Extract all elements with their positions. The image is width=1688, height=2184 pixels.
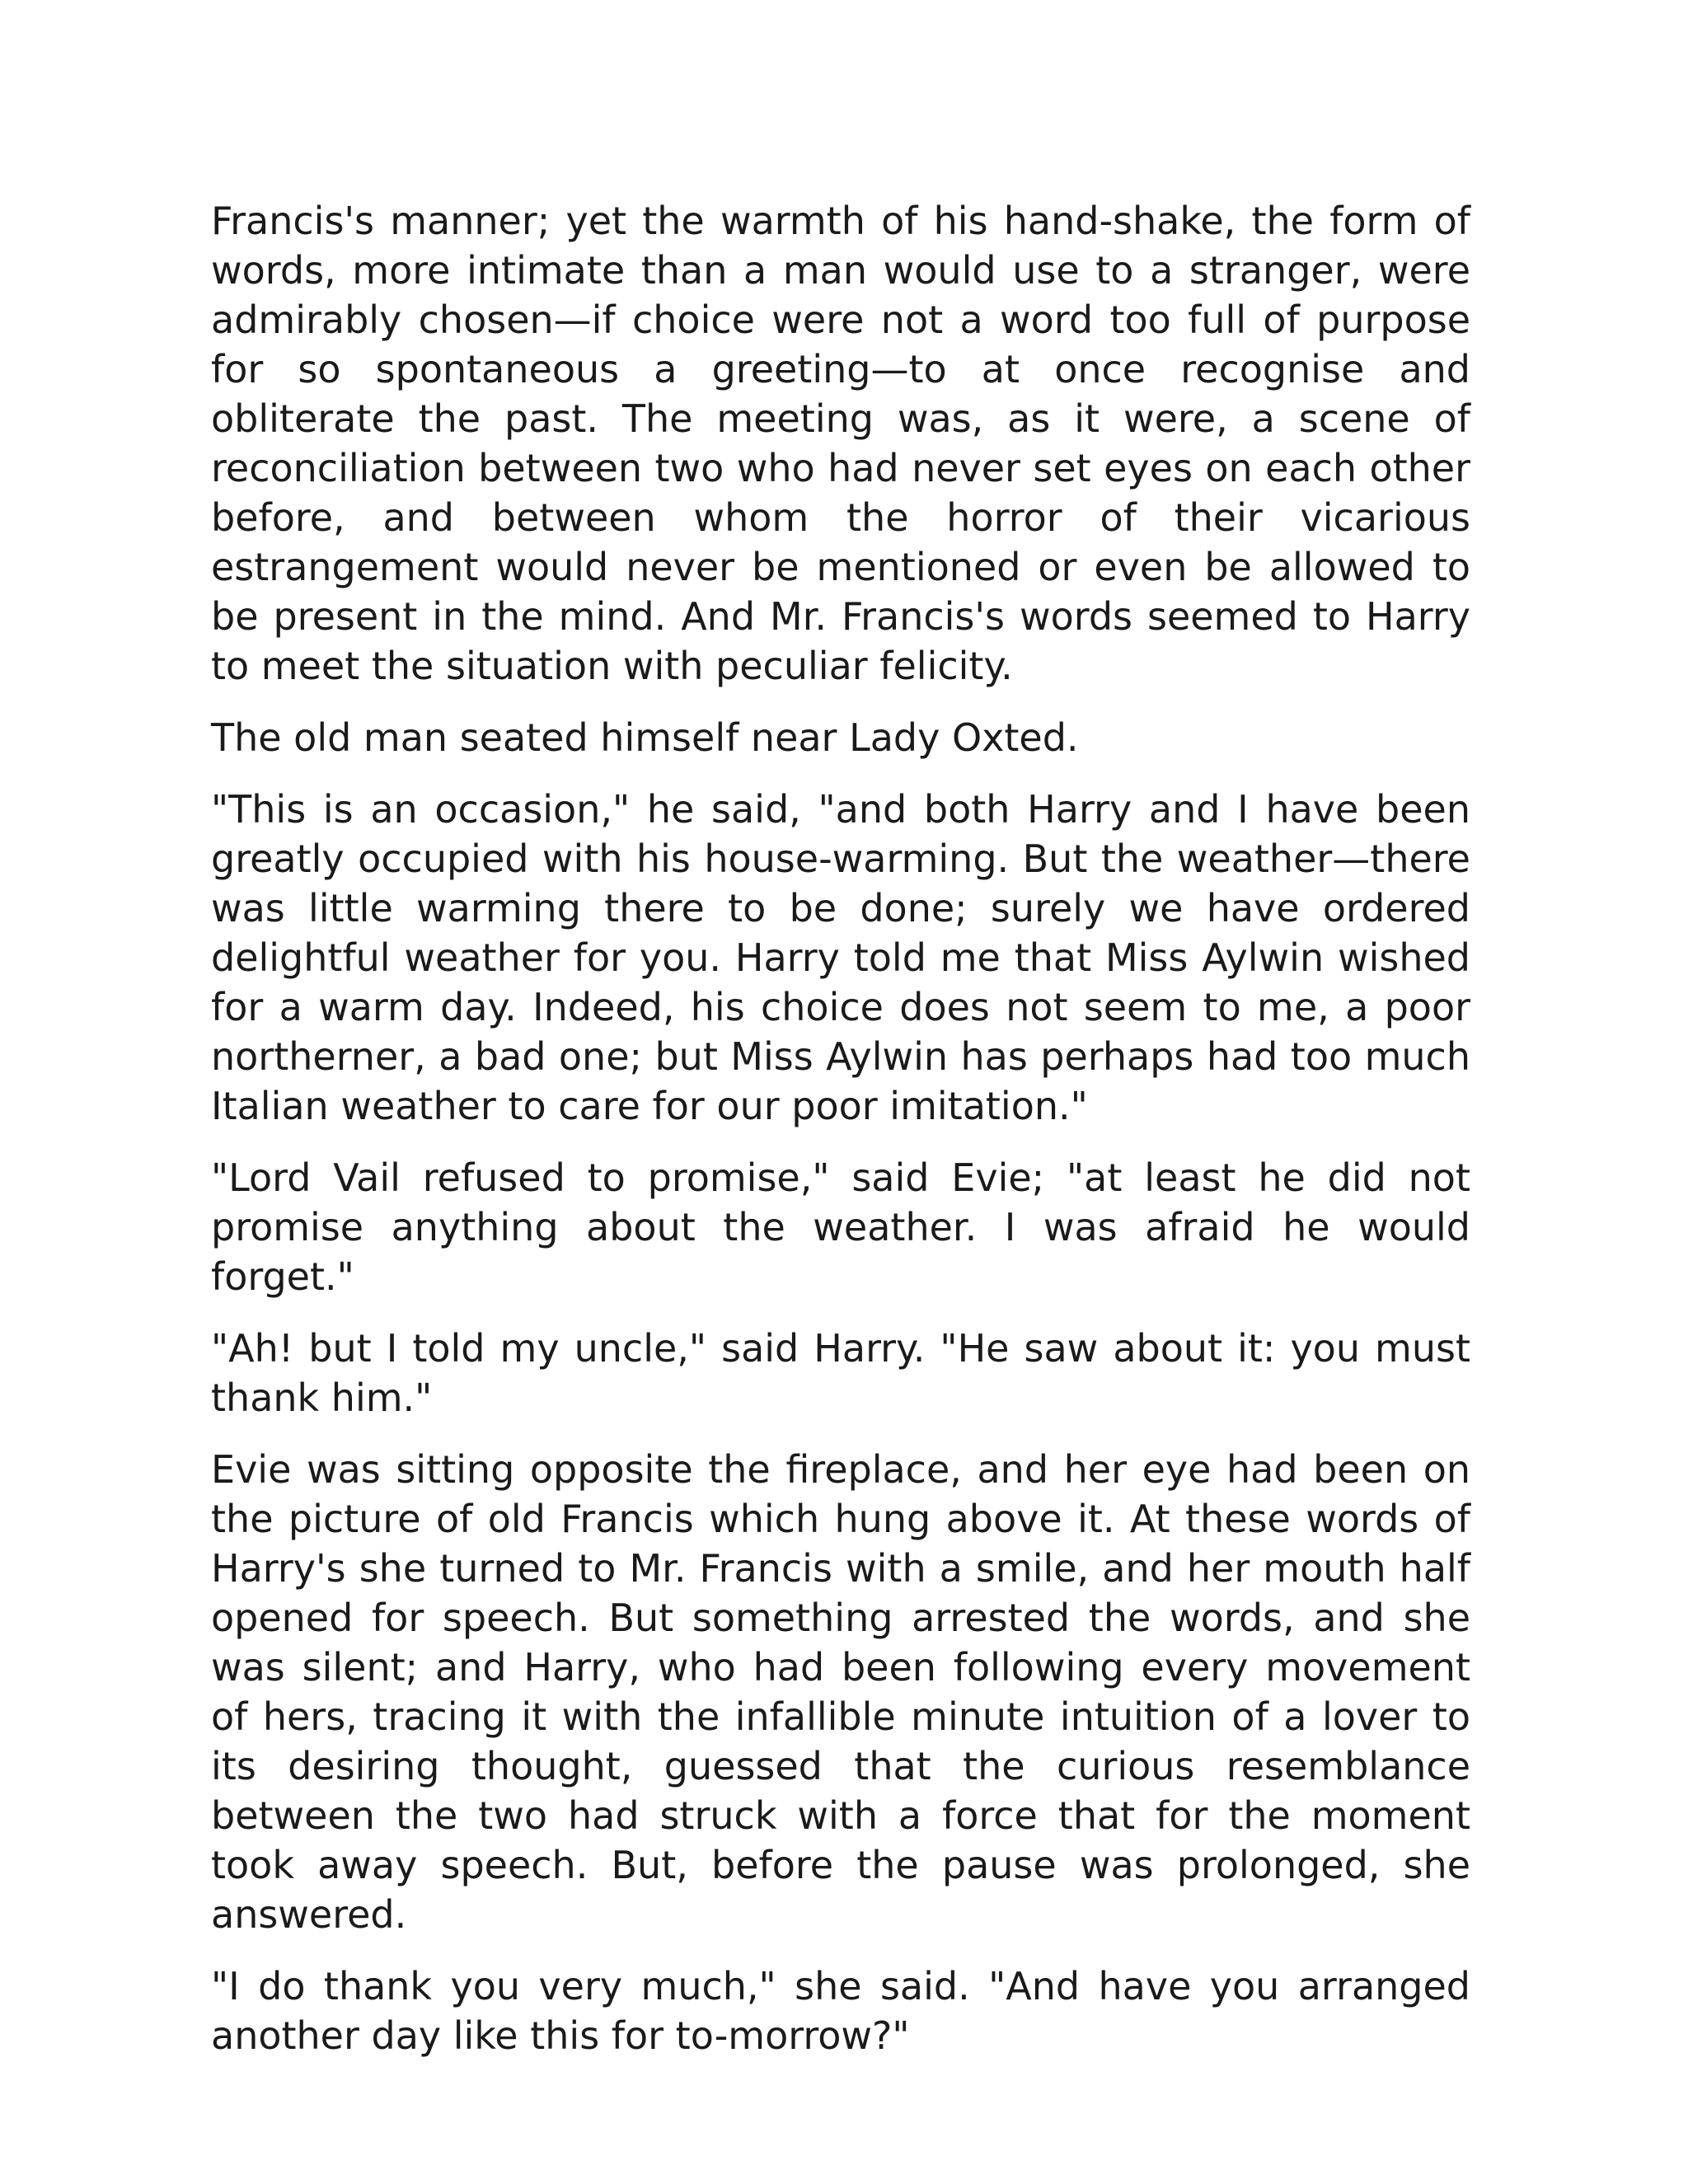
paragraph: "I do thank you very much," she said. "And have you arranged another day like this for to-morrow?" [211,1964,1470,2058]
paragraph: Evie was sitting opposite the fireplace, and her eye had been on the picture of old Francis which hung above it. At these words of Harry's she turned to Mr. Francis with a smile, and her mouth half opened for speech. But something arrested the words, and she was silent; and Harry, who had been following every movement of hers, tracing it with the infallible minute intuition of a lover to its desiring thought, guessed that the curious resemblance between the two had struck with a force that for the moment took away speech. But, before the pause was prolonged, she answered. [211,1447,1470,1937]
paragraph: The old man seated himself near Lady Oxted. [211,715,1079,760]
paragraph: "Lord Vail refused to promise," said Evie; "at least he did not promise anything about the weather. I was afraid he would forget." [211,1155,1470,1299]
body-text [211,196,1470,2083]
paragraph: Francis's manner; yet the warmth of his hand-shake, the form of words, more intimate than a man would use to a stranger, were admirably chosen—if choice were not a word too full of purpose for so spontaneous a greeting—to at once recognise and obliterate the past. The meeting was, as it were, a scene of reconciliation between two who had never set eyes on each other before, and between whom the horror of their vicarious estrangement would never be mentioned or even be allowed to be present in the mind. And Mr. Francis's words seemed to Harry to meet the situation with peculiar felicity. [211,199,1470,688]
paragraph: "Ah! but I told my uncle," said Harry. "He saw about it: you must thank him." [211,1326,1470,1420]
paragraph: "This is an occasion," he said, "and both Harry and I have been greatly occupied with his house-warming. But the weather—there was little warming there to be done; surely we have ordered delightful weather for you. Harry told me that Miss Aylwin wished for a warm day. Indeed, his choice does not seem to me, a poor northerner, a bad one; but Miss Aylwin has perhaps had too much Italian weather to care for our poor imitation." [211,787,1470,1128]
